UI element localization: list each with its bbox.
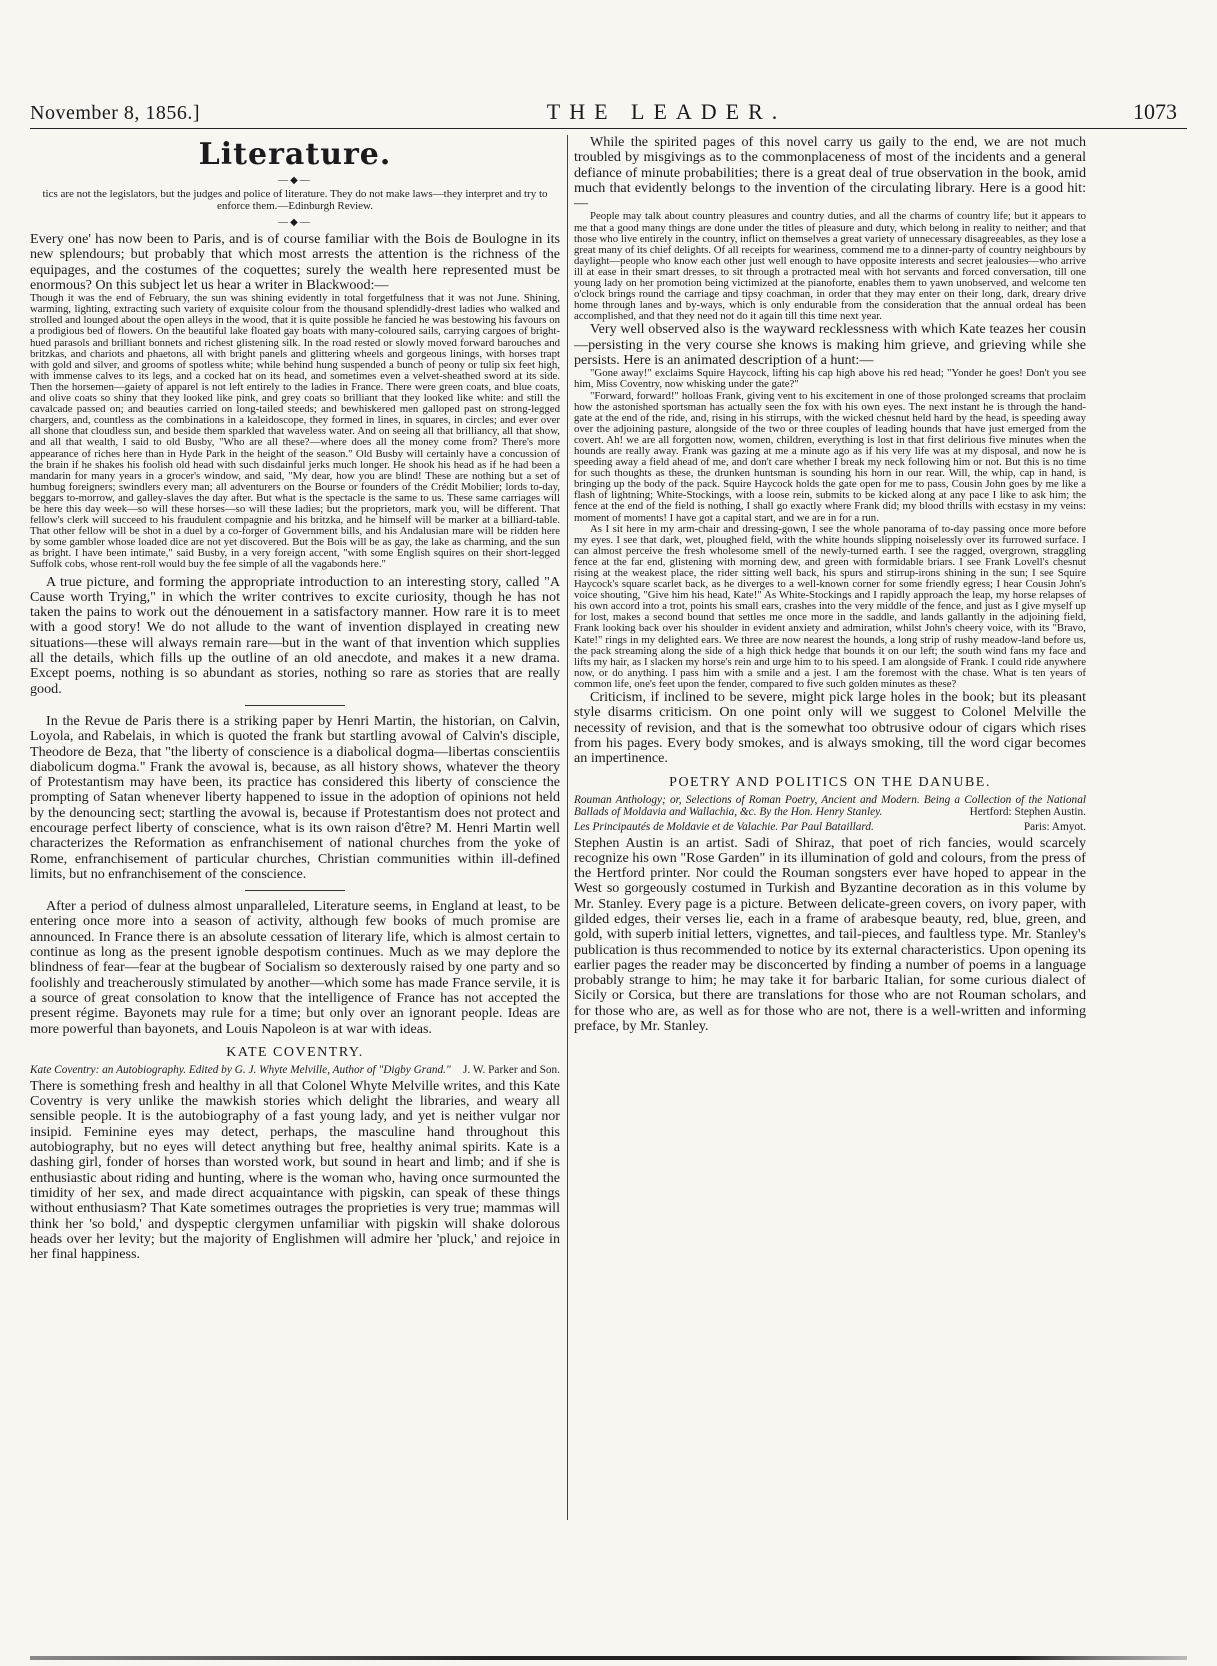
masthead-rule — [30, 128, 1187, 129]
column-divider — [567, 135, 568, 1520]
section-separator — [245, 705, 345, 706]
review-paragraph: While the spirited pages of this novel carry us gaily to the end, we are not much troubled by misgivings as to the commonplaceness of most of the incidents and a general defiance of minute probabilities; there is a great deal of true observation in the book, amid much that evidently belongs to the invention of the circulating library. Here is a good hit:— — [574, 134, 1086, 212]
right-column — [574, 135, 1086, 1034]
book-title: Rouman Anthology; or, Selections of Roman Poetry, Ancient and Modern. Being a Collection of the National Ballads of Moldavia and Wallachia, &c. By the Hon. Henry Stanley. — [574, 793, 1086, 818]
hunt-quotation: "Forward, forward!" holloas Frank, giving vent to his excitement in one of those prolonged screams that proclaim how the astonished sportsman has actually seen the fox with his own eyes. The next instant he is through the hand-gate at the end of the ride, and, rising in his stirrups, with the wicked chesnut held hard by the head, is speeding away over the adjoining pasture, alongside of the two or three couples of leading hounds that have just emerged from the covert. Ah! we are all forgotten now, women, children, everything is lost in that first delirious five minutes when the hounds are really away. Frank was gazing at me a minute ago as if his very life was at my disposal, and now he is speeding away a field ahead of me, and don't care whether I break my neck following him or not. But this is no time for such thoughts as these, the drunken huntsman is sounding his horn in our rear. Will, the whip, cap in hand, is bringing up the body of the pack. Squire Haycock holds the gate open for me to pass, Cousin John goes by me like a flash of lightning; White-Stockings, with a loose rein, submits to be kicked along at any pace I like to ask him; the fence at the end of the field is nothing, I shall go exactly where Frank did; my blood thrills with ecstasy in my veins: moment of moments! I have got a capital start, and we are in for a run. — [574, 389, 1086, 524]
literature-paragraph: Every one' has now been to Paris, and is of course familiar with the Bois de Boulogne in its new splendours; but probably that which most arrests the attention is the richness of the equipages, and the costumes of the coquettes; surely the wealth here represented must be enormous? On this subject let us hear a writer in Blackwood:— — [30, 231, 560, 293]
book-publisher: Paris: Amyot. — [1023, 820, 1086, 833]
literature-paragraph: After a period of dulness almost unparalleled, Literature seems, in England at least, to be entering once more into a season of activity, although few books of much promise are announced. In France there is an absolute cessation of literary life, which is almost certain to continue as long as the present ignoble despotism continues. Much as we may deplore the blindness of fear—fear at the bugbear of Socialism so dexterously raised by one party and so foolishly and treacherously stimulated by another—which some has made France servile, it is a source of great consolation to know that the intelligence of France has not accepted the present régime. Bayonets may rule for a time; but only over an ignorant people. Ideas are more powerful than bayonets, and Louis Napoleon is at war with ideas. — [30, 898, 560, 1037]
review-paragraph: Stephen Austin is an artist. Sadi of Shiraz, that poet of rich fancies, would scarcely recognize his own "Rose Garden" in its illumination of gold and colours, from the press of the Hertford printer. Nor could the Rouman songsters ever have hoped to appear in the West so gorgeously costumed in Turkish and Byzantine decoration as in this volume by Mr. Stanley. Every page is a picture. Between delicate-green covers, on ivory paper, with gilded edges, their verses lie, each in a frame of arabesque beauty, red, blue, green, and gold, with superb initial letters, vignettes, and tail-pieces, and faultless type. Mr. Stanley's publication is thus recommended to notice by its external characteristics. Upon opening its earlier pages the reader may be disconcerted by finding a number of poems in a language probably strange to him; he may take it for barbaric Italian, for some curious dialect of Sicily or Corsica, but there are translations for those who are not Rouman scholars, and for those who are, as well as for those who are not, there is a well-written and informing preface, by Mr. Stanley. — [574, 834, 1086, 1035]
country-life-quotation: People may talk about country pleasures and country duties, and all the charms of country life; but it appears to me that a good many things are done under the titles of pleasure and duty, which belong in reality to neither; and that those who live entirely in the country, inflict on themselves a great variety of unnecessary disagreeables, as they lose a great many of its chief delights. Of all receipts for weariness, commend me to a dinner-party of country neighbours by daylight—people who know each other just well enough to have opposite interests and secret jealousies—who arrive ill at ease in their smart dresses, to sit through a protracted meal with hot servants and forced conversation, till one young lady on her promotion being victimized at the pianoforte, enables them to yawn unobserved, and welcome ten o'clock brings round the carriage and tipsy coachman, in order that they may enter on their long, dark, dreary drive home through lanes and by-ways, which is only endurable from the consideration that the annual ordeal has been accomplished, and that they need not do it again till this time next year. — [574, 210, 1086, 323]
hunt-quotation: As I sit here in my arm-chair and dressing-gown, I see the whole panorama of to-day passing once more before my eyes. I see that dark, wet, ploughed field, with the white hounds slipping noiselessly over its furrowed surface. I can almost perceive the fresh wholesome smell of the newly-turned earth. I see the ragged, overgrown, straggling fence at the far end, glistening with morning dew, and green with formidable briars. I see Frank Lovell's chesnut rising at the weakest place, the rider sitting well back, his spurs and stirrup-irons shining in the sun; I see Squire Haycock's square scarlet back, as he diverges to a well-known corner for some friendly egress; I hear Cousin John's voice shouting, "Give him his head, Kate!" As White-Stockings and I rapidly approach the leap, my horse relapses of his own accord into a trot, points his small ears, crashes into the very middle of the fence, and just as I give myself up for lost, makes a second bound that settles me once more in the saddle, and lands gallantly in the adjoining field, Frank looking back over his shoulder in evident anxiety and admiration, whilst John's cheery voice, with its "Bravo, Kate!" rings in my delighted ears. We three are now nearest the hounds, a long strip of rushy meadow-land before us, the pack streaming along the side of a high thick hedge that bounds it on our left; the south wind fans my face and lifts my hair, as I slacken my horse's rein and urge him to to his speed. I am alongside of Frank. I could ride anywhere now, or do anything. I pass him with a smile and a jest. I am the foremost with the chase. What is ten years of common life, one's feet upon the fender, compared to five such golden minutes as these? — [574, 522, 1086, 690]
section-separator — [245, 890, 345, 891]
newspaper-title: THE LEADER. — [546, 99, 787, 124]
review-paragraph: Criticism, if inclined to be severe, might pick large holes in the book; but its pleasant style disarms criticism. On one point only will we suggest to Colonel Melville the necessity of revision, and that is the somewhat too obtrusive odour of cigars which rises from his pages. Every body smokes, and is always smoking, till the word cigar becomes an impertinence. — [574, 689, 1086, 767]
book-title: Kate Coventry: an Autobiography. Edited by G. J. Whyte Melville, Author of "Digby Grand." — [30, 1063, 451, 1076]
review-paragraph: There is something fresh and healthy in all that Colonel Whyte Melville writes, and this Kate Coventry is very unlike the mawkish stories which delight the libraries, and weary all sensible people. It is the autobiography of a fast young lady, and yet is neither vulgar nor insipid. Feminine eyes may detect, perhaps, the masculine hand throughout this autobiography, but no eyes will detect anything but free, healthy animal spirits. Kate is a dashing girl, fonder of horses than worsted work, but sound in heart and limb; and if she is enthusiastic about riding and hunting, where is the woman who, having once surmounted the timidity of her sex, and made direct acquaintance with pigskin, can speak of these things without enthusiasm? That Kate sometimes outrages the proprieties is very true; mammas will think her 'so bold,' and dyspeptic clergymen unfamiliar with pigskin will shake dolorous heads over her levity; but the majority of Englishmen will admire her 'pluck,' and rejoice in her final happiness. — [30, 1077, 560, 1263]
epigraph: tics are not the legislators, but the judges and police of literature. They do not make laws—they interpret and try to enforce them.—Edinburgh Review. — [42, 188, 548, 212]
ornament-divider: —◆— — [278, 175, 312, 186]
literature-paragraph: A true picture, and forming the appropriate introduction to an interesting story, called "A Cause worth Trying," in which the writer contrives to excite curiosity, though he has not taken the pains to work out the dénouement in a satisfactory manner. How rare it is to meet with a good story! We do not allude to the want of invention displayed in creating new situations—these will always remain rare—but in the want of that invention which supplies all the details, which fills up the outline of an old anecdote, and makes it a new drama. Except poems, nothing is so abundant as stories, nothing so rare as stories that are really good. — [30, 573, 560, 697]
ornament-divider: —◆— — [278, 217, 312, 228]
masthead — [30, 95, 1187, 125]
review-heading-danube: POETRY AND POLITICS ON THE DANUBE. — [669, 774, 991, 790]
review-heading-kate-coventry: KATE COVENTRY. — [226, 1044, 364, 1060]
page-edge-stripe — [30, 1656, 1187, 1660]
review-paragraph: Very well observed also is the wayward recklessness with which Kate teazes her cousin—persisting in the very course she knows is making him grieve, and grieving while she persists. Here is an animated description of a hunt:— — [574, 321, 1086, 369]
literature-paragraph: In the Revue de Paris there is a striking paper by Henri Martin, the historian, on Calvin, Loyola, and Rabelais, in which is quoted the frank but startling avowal of Calvin's disciple, Theodore de Beza, that "the liberty of conscience is a diabolical dogma—libertas conscientiis diabolicum dogma." Frank the avowal is, because, as all history shows, whatever the theory of Protestantism may have been, its practice has considered this liberty of conscience the prompting of Satan whenever liberty happened to issue in the adoption of opinions not held by the denouncing sect; startling the avowal is, because if Protestantism does not protect and encourage perfect liberty of conscience, what is its own raison d'être? M. Henri Martin well characterizes the Reformation as enfranchisement of national churches from the yoke of Rome, enfranchisement of particular churches, Christian communities within ill-defined limits, but no enfranchisement of the conscience. — [30, 712, 560, 882]
book-citation — [30, 1064, 560, 1076]
book-publisher: J. W. Parker and Son. — [463, 1063, 560, 1076]
hunt-quotation: "Gone away!" exclaims Squire Haycock, lifting his cap high above his red head; "Yonder he goes! Don't you see him, Miss Coventry, now whisking under the gate?" — [574, 367, 1086, 391]
issue-date: November 8, 1856.] — [30, 102, 201, 124]
book-citation — [574, 794, 1086, 818]
section-heading-literature: Literature. — [198, 137, 392, 172]
book-title: Les Principautés de Moldavie et de Valachie. Par Paul Bataillard. — [574, 820, 874, 833]
left-column — [30, 135, 560, 1263]
page-number: 1073 — [1132, 99, 1177, 124]
book-publisher: Hertford: Stephen Austin. — [969, 805, 1086, 818]
blackwood-quotation: Though it was the end of February, the sun was shining evidently in total forgetfulness that it was not June. Shining, warming, lighting, extracting such variety of exquisite colour from the thousand splendidly-drest ladies who walked and strolled and lounged about the open alleys in the wood, that it is quite possible he fancied he was bestowing his favours on a prodigious bed of flowers. On the beautiful lake floated gay boats with many-coloured sails, carrying cargoes of bright-hued parasols and brilliant bonnets and richest glistening silk. In the road rested or slowly moved forward barouches and britzkas, and chariots and phaetons, all with bright panels and glittering wheels and gorgeous linings, with horses trapt with gold and silver, and grooms of spotless white; while behind hung suspended a bunch of peony or tulip six feet high, with immense calves to its legs, and a cocked hat on its head, and sometimes even a velvet-sheathed sword at its side. Then the horsemen—gaiety of apparel is not left entirely to the ladies in France. There were green coats, and blue coats, and olive coats so shiny that they looked like pink, and grey coats so brilliant that they looked like white: and still the cavalcade passed on; and beauties carried on long-tailed steeds; and bewhiskered men galloped past on strong-legged chargers, and, countless as the combinations in a kaleidoscope, they formed in lines, in squares, in circles; and ever over all shone that cloudless sun, and beside them sparkled that waveless water. And on seeing all that brilliancy, all that show, and all that wealth, I said to old Busby, "Who are all these?—where does all the money come from? There's more appearance of riches here than in Hyde Park in the height of the season." Old Busby will certainly have a concussion of the brain if he shakes his foolish old head with such disdainful jerks much longer. He shook his head as if he had been a mandarin for many years in a grocer's window, and said, "My dear, how you are blind! These are nothing but a set of humbug foreigners; swindlers every man; all adventurers on the Bourse or founders of the Crédit Mobilier; lords to-day, beggars to-morrow, and galley-slaves the day after. But what is the spectacle is the same to us. These same carriages will be here this day week—so will these horses—so will these ladies; but the proprietors, mark you, will be different. That fellow's clerk will succeed to his fraudulent compagnie and his britzka, and he himself will be marker at a billiard-table. That other fellow will be shot in a duel by a co-forger of Government bills, and his Andalusian mare will be ridden here by some gambler whose loaded dice are not yet discovered. But the Bois will be as gay, the lake as charming, and the sun as bright. I have been intimate," said Busby, in a very foreign accent, "with some English squires on their short-legged Suffolk cobs, whose rent-roll would buy the fee simple of all the vagabonds here." — [30, 292, 560, 571]
book-citation — [574, 821, 1086, 833]
